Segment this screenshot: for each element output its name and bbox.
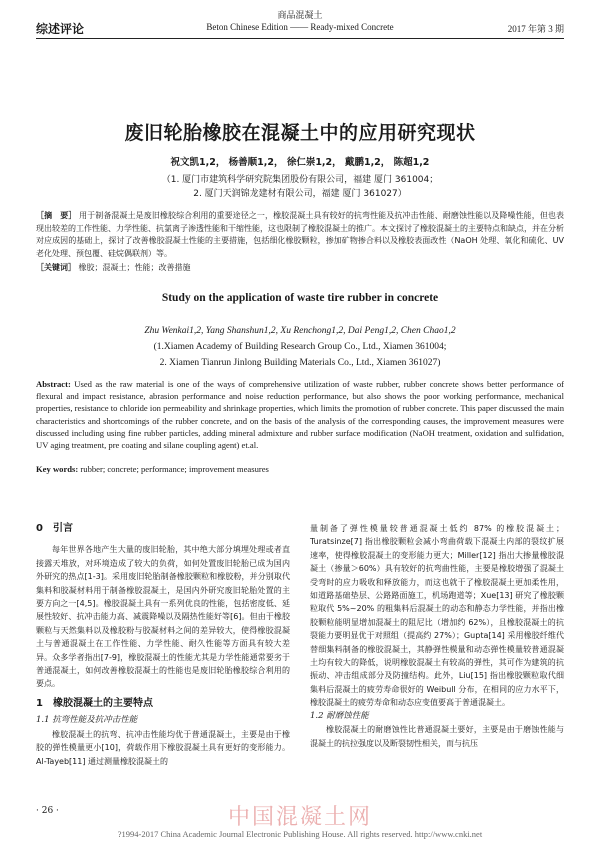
keywords-cn-label: ［关键词］ [36,263,76,272]
abstract-cn-label: ［摘 要］ [36,211,77,220]
authors-en: Zhu Wenkai1,2, Yang Shanshun1,2, Xu Renchong1,2, Dai Peng1,2, Chen Chao1,2 [144,326,456,336]
right-column [310,522,564,750]
affiliation-en-2: 2. Xiamen Tianrun Jinlong Building Materials Co., Ltd., Xiamen 361027) [159,358,441,368]
keywords-en-label: Key words: [36,464,79,474]
title-cn: 废旧轮胎橡胶在混凝土中的应用研究现状 [124,122,476,144]
left-column [36,522,290,768]
intro-paragraph: 每年世界各地产生大量的废旧轮胎，其中绝大部分填埋处理或者直接露天堆放，对环境造成了较大的负荷，如何处置废旧轮胎已成为国内外研究的热点[1-3]。采用废旧轮胎制备橡胶颗粒和橡胶粉，并分别取代集料和胶凝材料用于制备橡胶混凝土，是国内外研究废旧轮胎处置的主要方向之一[4,5]。橡胶混凝土具有一系列优良的性能，包括密度低、延展性较好、抗冲击能力高、减震降噪以及隔热性能好等[6]。但由于橡胶颗粒与天然集料以及橡胶粉与胶凝材料之间的差异较大，使得橡胶混凝土与普通混凝土在工作性能、力学性能、耐久性能等方面具有较大差异。众多学者指出[7-9]，橡胶混凝土的性能尤其是力学性能通常要劣于普通混凝土，如何改善橡胶混凝土的性能也是废旧轮胎橡胶综合利用的要点。 [36,545,290,689]
copyright-footer: ?1994-2017 China Academic Journal Electronic Publishing House. All rights reserved. http://www.cnki.net [117,829,483,839]
journal-name: 商品混凝土 [277,11,323,21]
title-en: Study on the application of waste tire rubber in concrete [161,292,439,304]
edition-label: Beton Chinese Edition —— Ready-mixed Concrete [206,22,394,32]
subsection-1-2-heading: 1.2 耐磨蚀性能 [310,710,369,721]
affiliation-en-1: (1.Xiamen Academy of Building Research Group Co., Ltd., Xiamen 361004; [153,342,447,352]
page-number: · 26 · [36,806,59,816]
section-1-1-paragraph: 橡胶混凝土的抗弯、抗冲击性能均优于普通混凝土，主要是由于橡胶的弹性模量更小[10]，荷载作用下橡胶混凝土具有更好的变形能力。Al-Tayeb[11] 通过测量橡胶混凝土的 [36,729,290,766]
header-rule [36,38,564,39]
section-1-heading: 1 橡胶混凝土的主要特点 [36,697,153,709]
affiliation-cn-2: 2. 厦门天润锦龙建材有限公司，福建 厦门 361027） [193,189,407,199]
abstract-en-text: Used as the raw material is one of the ways of comprehensive utilization of waste rubber, rubber concrete shows better performance of flexural and impact resistance, abrasion performance and noise reduction performance, but also shows the poor working performance, mechanical properties, resistance to chloride ion permeability and shrinkage properties, which limits the promotion of rubber concrete. This paper discussed the main characteristics and shortcomings of the rubber concrete, and on the basis of the analysis of the corresponding causes, the improvement measures were discussed including using fine rubber particles, adding mineral admixture and rubber surface modification (NaOH treatment, oxidation and sulfidation, UV aging treatment, pre coating and silane coupling agent) et.al. [36,379,564,451]
abstract-en-label: Abstract: [36,379,71,389]
abstract-en [36,378,564,451]
keywords-cn-text: 橡胶；混凝土；性能；改善措施 [78,263,191,272]
section-label: 综述评论 [36,22,85,36]
abstract-cn [36,210,564,260]
affiliation-cn-1: （1. 厦门市建筑科学研究院集团股份有限公司，福建 厦门 361004； [161,175,439,185]
authors-cn: 祝文凯1,2， 杨善顺1,2， 徐仁崇1,2， 戴鹏1,2， 陈超1,2 [170,157,430,168]
issue-label: 2017 年第 3 期 [507,24,564,34]
keywords-en [36,464,564,474]
keywords-en-text: rubber; concrete; performance; improvement measures [80,464,269,474]
continued-paragraph: 量制备了弹性模量较普通混凝土低约 87% 的橡胶混凝土；Turatsinze[7] 指出橡胶颗粒会减小弯曲荷载下混凝土内部的裂纹扩展速率，使得橡胶混凝土的变形能力更大；Miller[12] 指出大掺量橡胶混凝土（掺量＞60%）具有较好的抗弯曲性能，主要是橡胶增强了混凝土受弯时的应力吸收和释放能力，而这也就于了橡胶混凝土更加柔性用，如道路基础垫层、公路路面施工，机场跑道等；Xue[13] 研究了橡胶颗粒取代 5%~20% 的粗集料后混凝土的动态和静态力学性能，并指出橡胶颗粒能明显增加混凝土的阻尼比（增加约 62%），且橡胶混凝土的抗裂能力要明显优于对照组（提高约 27%）；Gupta[14] 采用橡胶纤维代替细集料制备的橡胶混凝土，其静弹性模量和动态弹性模量较普通混凝土均有较大的降低，说明橡胶混凝土有较高的弹性，其可作为建筑的抗振动、冲击组成部分及防撞结构。此外，Liu[15] 指出橡胶颗粒取代细集料后混凝土的疲劳寿命很好的 Weibull 分布，在相同的应力水平下，橡胶混凝土的疲劳寿命和动态应变值要高于普通混凝土。 [310,524,564,708]
abstract-cn-text: 用于制备混凝土是废旧橡胶综合利用的重要途径之一，橡胶混凝土具有较好的抗弯性能及抗冲击性能、耐磨蚀性能以及降噪性能，但也表现出较差的工作性能、力学性能、抗氯离子渗透性能和干缩性能，这也限制了橡胶混凝土的推广。本文探讨了橡胶混凝土的主要特点和缺点，并在分析对应成因的基础上，探讨了改善橡胶混凝土性能的主要措施，包括细化橡胶颗粒，掺加矿物掺合料以及橡胶表面改性（NaOH 处理、氧化和硫化、UV 老化处理、预包覆、硅烷偶联剂）等。 [36,211,565,258]
keywords-cn [36,262,564,273]
watermark: 中国混凝土网 [227,805,372,830]
subsection-1-1-heading: 1.1 抗弯性能及抗冲击性能 [36,715,138,726]
section-1-2-paragraph: 橡胶混凝土的耐磨蚀性比普通混凝土要好，主要是由于磨蚀性能与混凝土的抗拉强度以及断裂韧性相关，而与抗压 [310,725,564,748]
section-0-heading: 0 引言 [36,523,73,534]
